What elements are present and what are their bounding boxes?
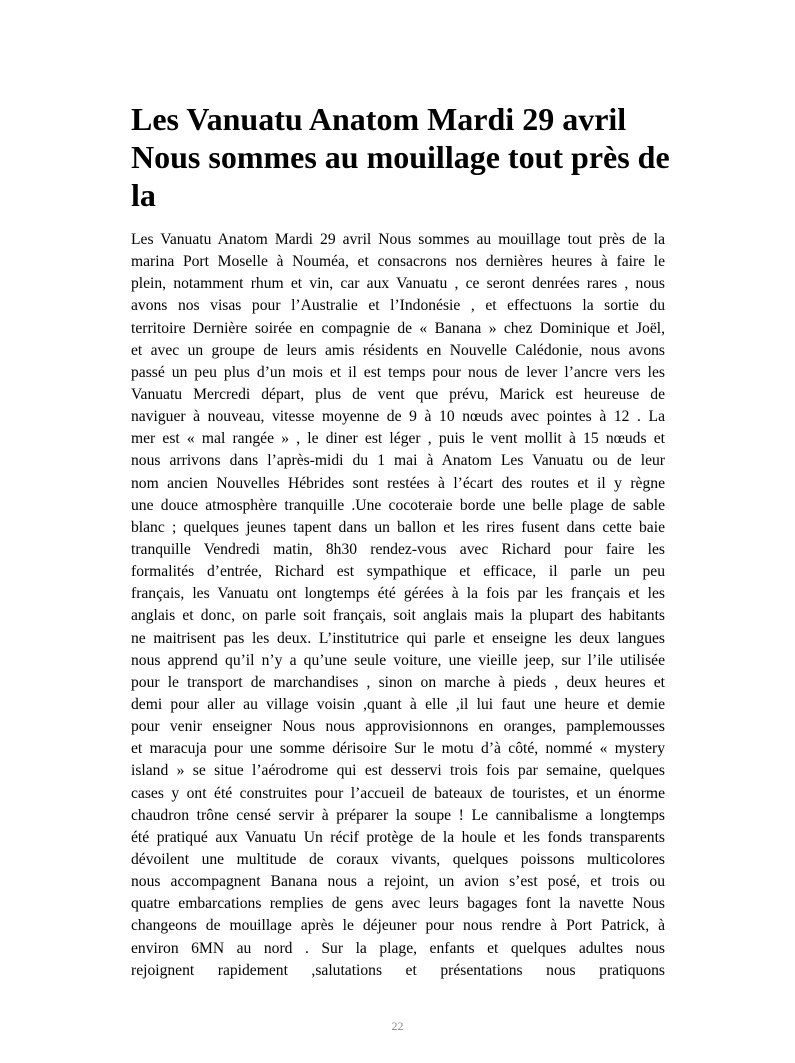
body-line: formalités d’entrée, Richard est sympathique et efficace, il parle un peu xyxy=(131,563,665,581)
body-line: demi pour aller au village voisin ,quant à elle ,il lui faut une heure et demie xyxy=(131,695,665,713)
body-line: ne maitrisent pas les deux. L’institutrice qui parle et enseigne les deux langues xyxy=(131,629,665,647)
body-line: dévoilent une multitude de coraux vivants, quelques poissons multicolores xyxy=(131,850,665,868)
title-line: Nous sommes au mouillage tout près de xyxy=(131,139,670,175)
body-line: environ 6MN au nord . Sur la plage, enfants et quelques adultes nous xyxy=(131,939,665,957)
body-line: nous accompagnent Banana nous a rejoint, un avion s’est posé, et trois ou xyxy=(131,873,665,891)
body-line: island » se situe l’aérodrome qui est desservi trois fois par semaine, quelques xyxy=(131,762,665,780)
body-line: rejoignent rapidement ,salutations et présentations nous pratiquons xyxy=(131,961,665,979)
body-line: Les Vanuatu Anatom Mardi 29 avril Nous sommes au mouillage tout près de la xyxy=(131,231,665,248)
body-line: nom ancien Nouvelles Hébrides sont restées à l’écart des routes et il y règne xyxy=(131,474,665,492)
page-number: 22 xyxy=(391,1019,404,1033)
body-paragraph xyxy=(131,229,665,982)
body-line: passé un peu plus d’un mois et il est temps pour nous de lever l’ancre vers les xyxy=(131,363,665,381)
body-line: changeons de mouillage après le déjeuner pour nous rendre à Port Patrick, à xyxy=(131,917,665,935)
body-line: mer est « mal rangée » , le diner est léger , puis le vent mollit à 15 nœuds et xyxy=(131,430,665,448)
body-line: une douce atmosphère tranquille .Une cocoteraie borde une belle plage de sable xyxy=(131,496,665,514)
body-line: et maracuja pour une somme dérisoire Sur le motu d’à côté, nommé « mystery xyxy=(131,740,665,758)
body-line: marina Port Moselle à Nouméa, et consacrons nos dernières heures à faire le xyxy=(131,253,665,271)
body-line: avons nos visas pour l’Australie et l’Indonésie , et effectuons la sortie du xyxy=(131,297,665,315)
title-line: Les Vanuatu Anatom Mardi 29 avril xyxy=(131,101,627,137)
body-line: pour le transport de marchandises , sinon on marche à pieds , deux heures et xyxy=(131,673,665,691)
body-line: tranquille Vendredi matin, 8h30 rendez-vous avec Richard pour faire les xyxy=(131,540,665,558)
body-line: cases y ont été construites pour l’accueil de bateaux de touristes, et un énorme xyxy=(131,784,665,802)
body-line: anglais et donc, on parle soit français, soit anglais mais la plupart des habitants xyxy=(131,607,665,625)
body-line: nous arrivons dans l’après-midi du 1 mai à Anatom Les Vanuatu ou de leur xyxy=(131,452,665,470)
body-line: blanc ; quelques jeunes tapent dans un ballon et les rires fusent dans cette baie xyxy=(131,518,665,536)
body-line: chaudron trône censé servir à préparer la soupe ! Le cannibalisme a longtemps xyxy=(131,806,665,824)
body-line: naviguer à nouveau, vitesse moyenne de 9 à 10 nœuds avec pointes à 12 . La xyxy=(131,408,665,426)
body-line: pour venir enseigner Nous nous approvisionnons en oranges, pamplemousses xyxy=(131,718,665,736)
body-line: quatre embarcations remplies de gens avec leurs bagages font la navette Nous xyxy=(131,895,665,913)
title-line: la xyxy=(131,177,156,213)
body-line: Vanuatu Mercredi départ, plus de vent que prévu, Marick est heureuse de xyxy=(131,385,665,403)
body-line: français, les Vanuatu ont longtemps été gérées à la fois par les français et les xyxy=(131,585,665,603)
body-line: territoire Dernière soirée en compagnie de « Banana » chez Dominique et Joël, xyxy=(131,319,665,337)
page-title xyxy=(131,100,671,214)
body-line: nous apprend qu’il n’y a qu’une seule voiture, une vieille jeep, sur l’ile utilisée xyxy=(131,651,665,669)
body-line: et avec un groupe de leurs amis résidents en Nouvelle Calédonie, nous avons xyxy=(131,341,665,359)
body-line: plein, notamment rhum et vin, car aux Vanuatu , ce seront denrées rares , nous xyxy=(131,275,665,293)
body-line: été pratiqué aux Vanuatu Un récif protège de la houle et les fonds transparents xyxy=(131,828,665,846)
